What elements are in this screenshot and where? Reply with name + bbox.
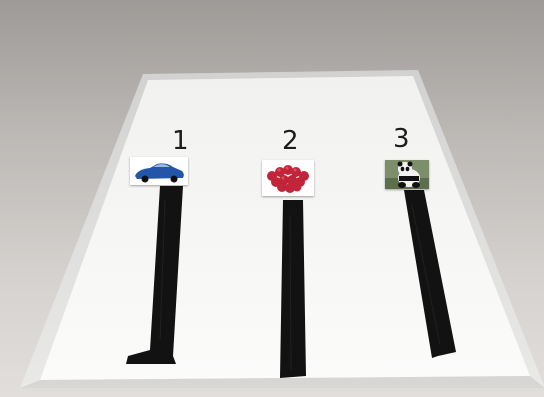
berries-icon — [262, 160, 314, 196]
column-number-1: 1 — [172, 126, 189, 156]
picture-card-berries — [262, 160, 314, 196]
car-icon — [130, 157, 188, 185]
velcro-strip-2 — [280, 200, 306, 378]
column-number-2: 2 — [282, 126, 299, 156]
panda-icon — [385, 160, 429, 189]
column-number-3: 3 — [393, 124, 410, 154]
picture-card-car — [130, 157, 188, 185]
picture-card-panda — [385, 160, 429, 189]
instruction-text — [205, 96, 355, 120]
